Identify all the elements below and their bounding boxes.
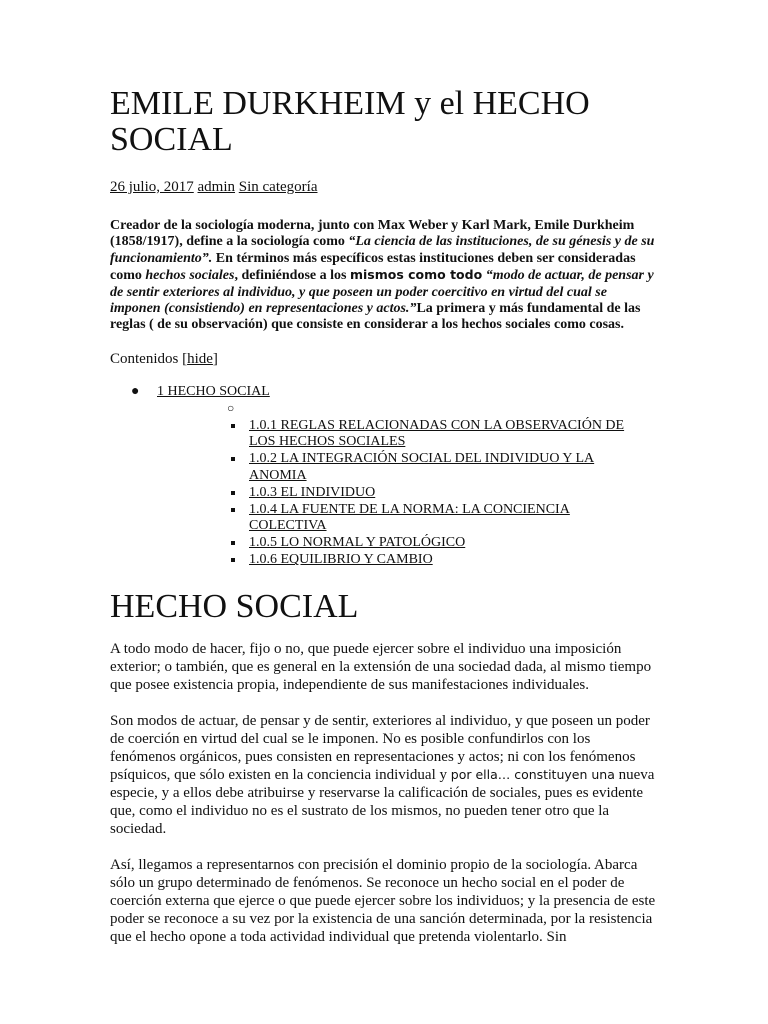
date-link[interactable]: 26 julio, 2017 xyxy=(110,179,194,195)
lead-paragraph xyxy=(110,218,658,334)
toc-link-individuo[interactable]: 1.0.3 EL INDIVIDUO xyxy=(249,484,376,500)
toc-label: Contenidos [ xyxy=(110,350,188,367)
p2-text-a: Son modos de actuar, de pensar y de sentir, exteriores al individuo, y que poseen un poder de coerción en virtud del cual se le imponen. No es posible confundirlos con los fenómenos orgánicos, pues consisten en representaciones y actos; ni con los fenómenos psíquicos, que sólo existen en la conciencia individual y xyxy=(110,712,650,783)
disc-bullet-icon: ● xyxy=(131,383,140,399)
toc-header xyxy=(110,350,658,368)
lead-text-1: Creador de la sociología moderna, junto con Max Weber y Karl Mark, Emile Durkheim (1858/1917), define a la sociología como xyxy=(110,218,635,250)
lead-emphasis: hechos sociales xyxy=(145,268,235,284)
p2-text-b: nueva especie, y a ellos debe atribuirse y reservarse la calificación de sociales, pues es evidente que, como el individuo no es el sustrato de los mismos, no pueden tener otro que la sociedad. xyxy=(110,766,655,837)
toc-item xyxy=(157,502,649,535)
p2-text-sans: por ella… constituyen una xyxy=(450,766,615,782)
toc-link-normal-patologico[interactable]: 1.0.5 LO NORMAL Y PATOLÓGICO xyxy=(249,535,466,551)
table-of-contents xyxy=(110,383,658,569)
toc-item xyxy=(157,451,649,484)
square-bullet-icon xyxy=(231,558,235,562)
lead-text-4: La primera y más fundamental de las reglas ( de su observación) que consiste en considerar a los hechos sociales como cosas. xyxy=(110,301,641,333)
toc-link-hecho-social[interactable]: 1 HECHO SOCIAL xyxy=(157,383,270,399)
square-bullet-icon xyxy=(231,491,235,495)
toc-link-equilibrio[interactable]: 1.0.6 EQUILIBRIO Y CAMBIO xyxy=(249,552,433,568)
toc-item xyxy=(157,552,649,569)
circle-bullet-icon: ○ xyxy=(227,400,235,415)
body-paragraph-3: Así, llegamos a representarnos con precisión el dominio propio de la sociología. Abarca sólo un grupo determinado de fenómenos. Se reconoce un hecho social en el poder de coerción externa que ejerce o que puede ejercer sobre los individuos; y la presencia de este poder se reconoce a su vez por la existencia de una sanción determinada, por la resistencia que el hecho opone a toda actividad individual que pretenda violentarlo. Sin xyxy=(110,856,656,945)
author-link[interactable]: admin xyxy=(197,179,236,195)
lead-text-2: En términos más específicos estas instituciones deben ser consideradas como xyxy=(110,250,636,284)
toc-link-fuente-norma[interactable]: 1.0.4 LA FUENTE DE LA NORMA: LA CONCIENCIA COLECTIVA xyxy=(249,501,570,534)
square-bullet-icon xyxy=(231,541,235,545)
toc-item-level1 xyxy=(110,383,658,569)
toc-item-level2 xyxy=(157,402,658,418)
body-paragraph-1: A todo modo de hacer, fijo o no, que puede ejercer sobre el individuo una imposición exterior; o también, que es general en la extensión de una sociedad dada, al mismo tiempo que posee existencia propia, independiente de sus manifestaciones individuales. xyxy=(110,640,652,693)
toc-item xyxy=(157,485,649,502)
square-bullet-icon xyxy=(231,424,235,428)
lead-quote-2: “modo de actuar, de pensar y de sentir exteriores al individuo, y que poseen un poder coercitivo en virtud del cual se imponen (consistiendo) en representaciones y actos.” xyxy=(110,268,654,317)
section-heading: HECHO SOCIAL xyxy=(110,587,359,625)
toc-level3 xyxy=(157,418,658,569)
toc-level2 xyxy=(157,402,658,418)
square-bullet-icon xyxy=(231,457,235,461)
toc-hide-link[interactable]: hide xyxy=(187,350,213,367)
page-title: EMILE DURKHEIM y el HECHO SOCIAL xyxy=(110,85,590,158)
toc-label-close: ] xyxy=(212,350,218,367)
lead-text-3: , definiéndose a los xyxy=(234,268,350,284)
body-paragraph-2 xyxy=(110,712,658,838)
lead-text-3-sans: mismos como todo xyxy=(349,267,483,283)
square-bullet-icon xyxy=(231,508,235,512)
lead-quote-1: “La ciencia de las instituciones, de su génesis y de su funcionamiento”. xyxy=(110,234,655,266)
toc-item xyxy=(157,535,649,552)
toc-link-integracion[interactable]: 1.0.2 LA INTEGRACIÓN SOCIAL DEL INDIVIDUO Y LA ANOMIA xyxy=(249,451,595,483)
article xyxy=(110,86,658,964)
toc-item xyxy=(157,418,649,451)
post-meta xyxy=(110,178,658,196)
category-link[interactable]: Sin categoría xyxy=(238,179,318,195)
toc-link-reglas[interactable]: 1.0.1 REGLAS RELACIONADAS CON LA OBSERVACIÓN DE LOS HECHOS SOCIALES xyxy=(249,417,625,450)
